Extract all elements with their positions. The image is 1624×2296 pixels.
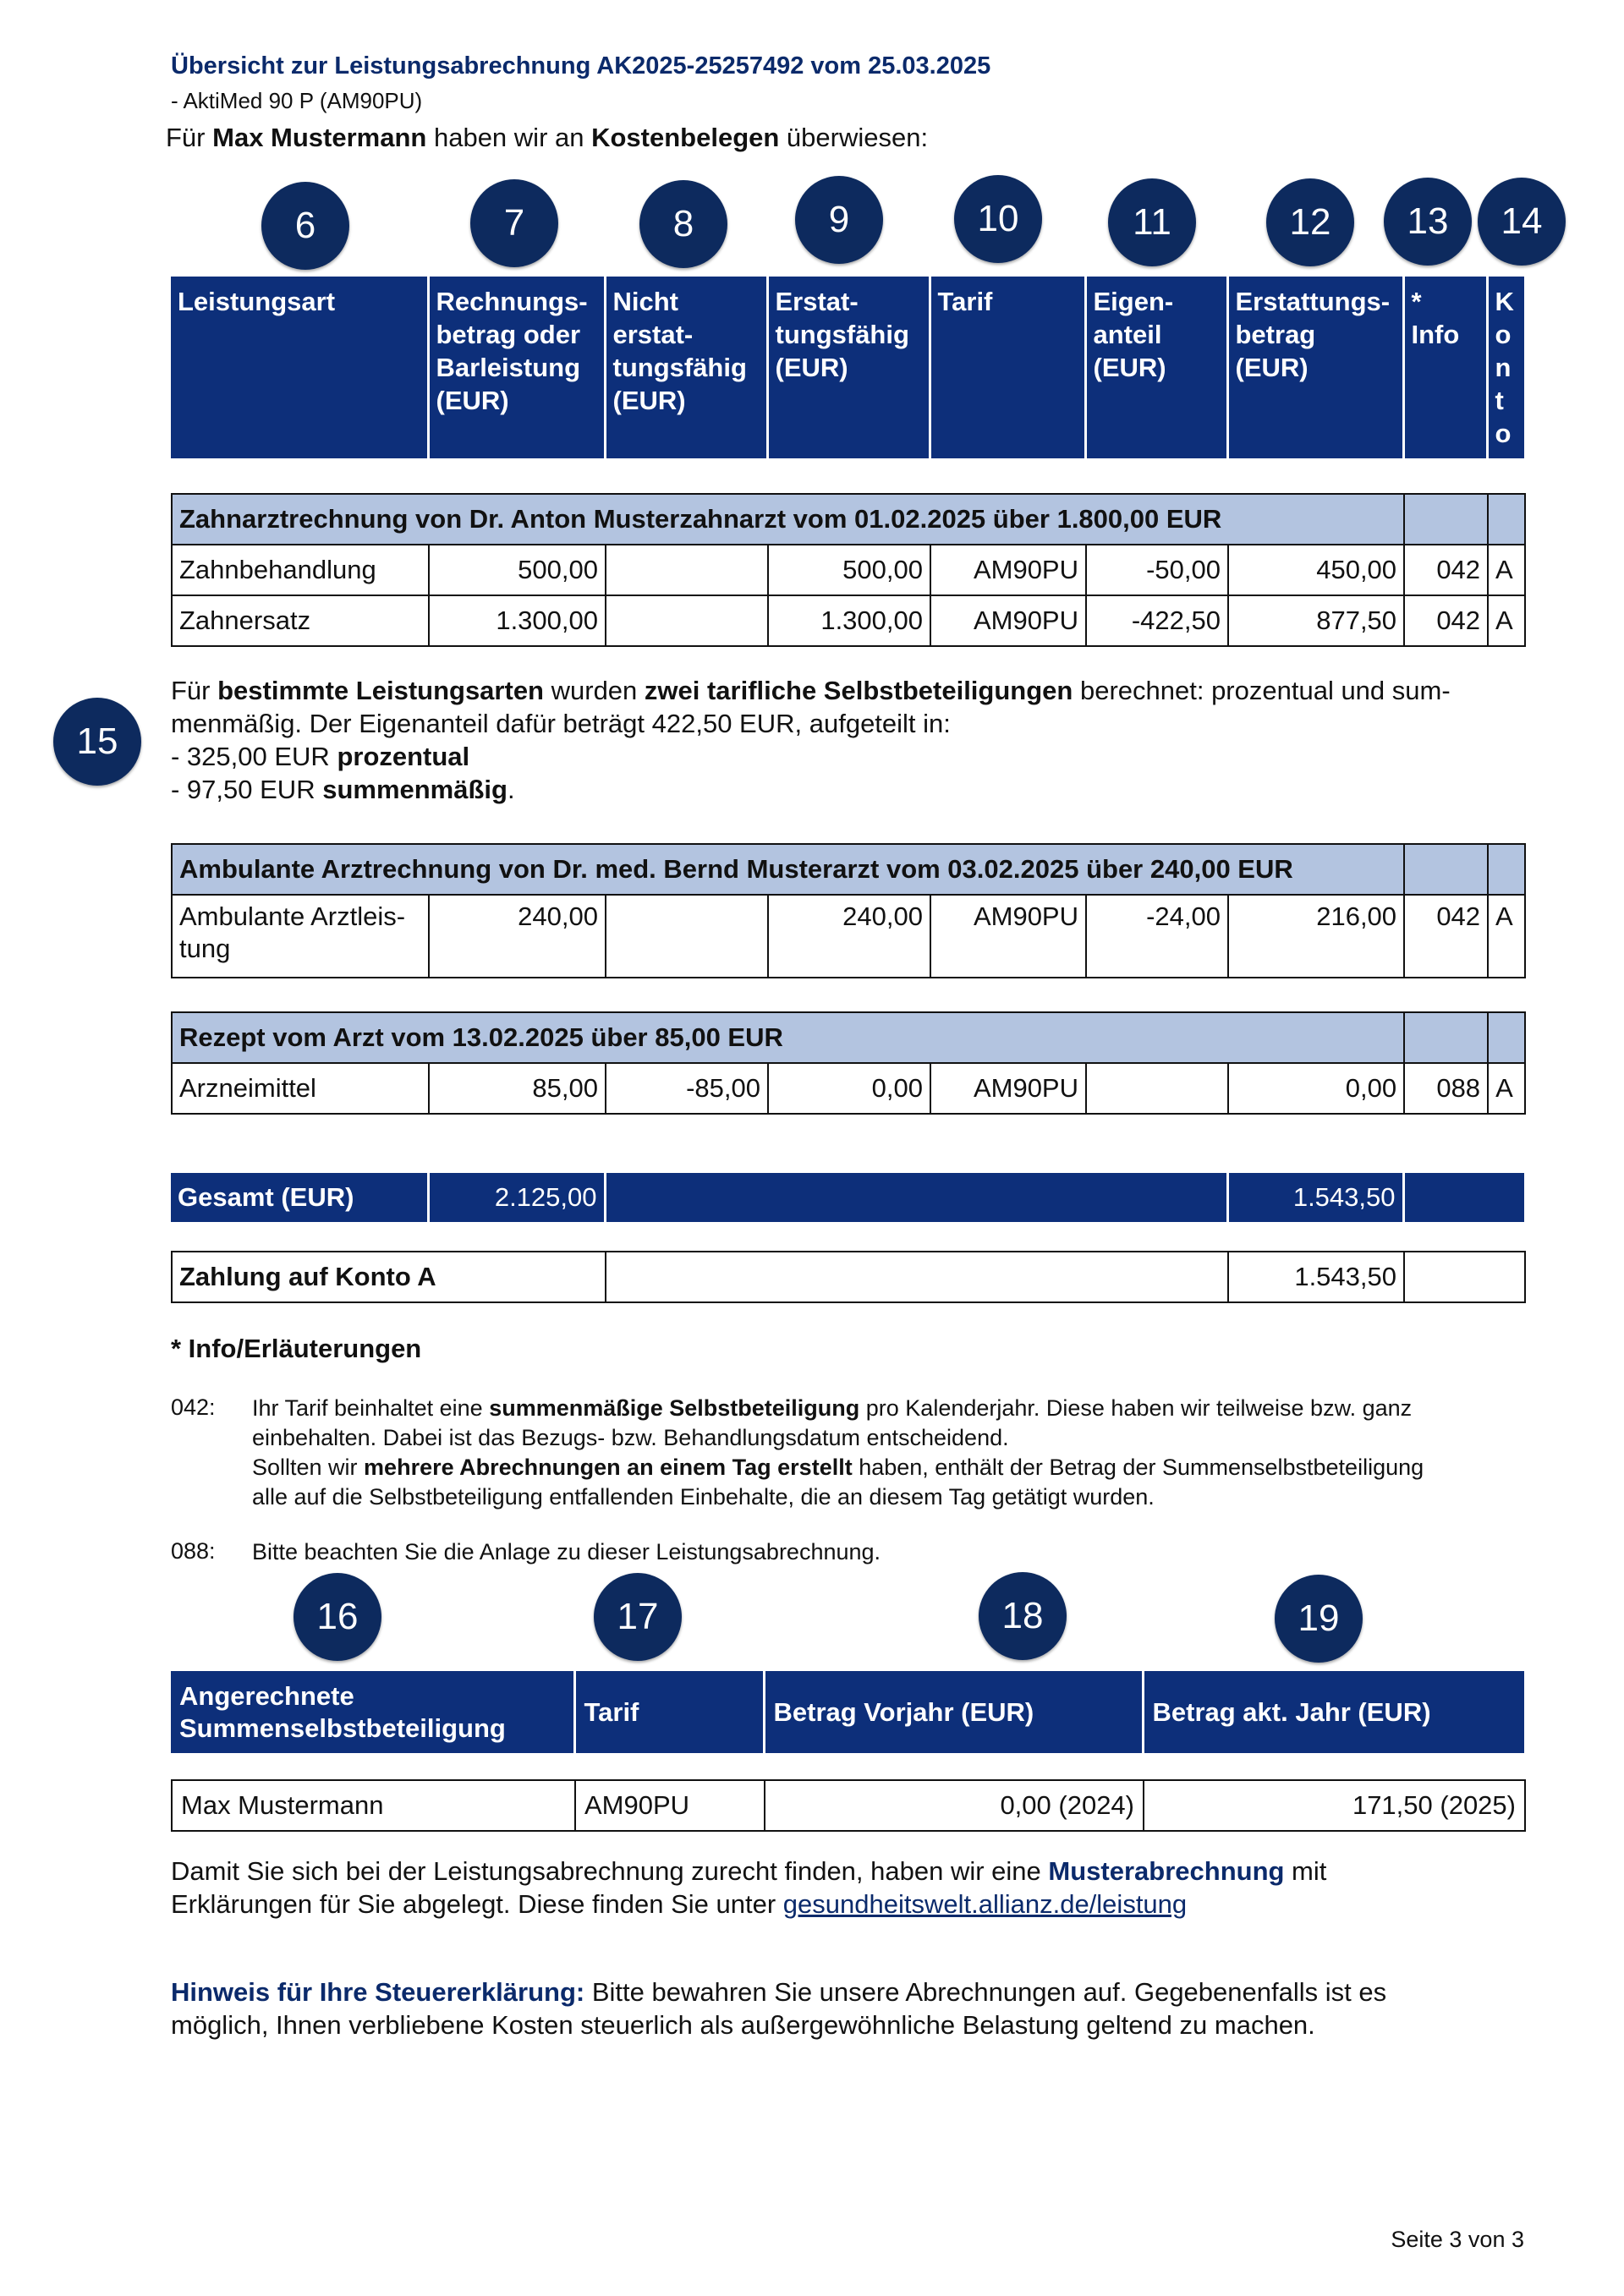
summary-tarif: AM90PU [575,1780,765,1831]
info-code-088: 088: [171,1538,216,1564]
table-row: Arzneimittel 85,00 -85,00 0,00 AM90PU 0,00 088 A [172,1063,1525,1114]
col-erstattungsfaehig: Erstat- tungsfähig (EUR) [767,277,930,458]
info-text-042: Ihr Tarif beinhaltet eine summenmäßige Selbstbeteiligung pro Kalenderjahr. Diese haben wir teilweise bzw. ganz einbehalten. Dabei ist das Bezugs- bzw. Behandlungsdatum entscheidend. Sollten wir mehrere Abrechnungen an einem Tag erstellt haben, enthält der Betrag der Summenselbstbeteiligung alle auf die Selbstbeteiligung entfallenden Einbehalte, die an diesem Tag getätigt wurden. [252,1395,1424,1510]
payment-label: Zahlung auf Konto A [172,1252,606,1302]
totals-label: Gesamt (EUR) [171,1173,428,1222]
callout-badge-10: 10 [954,175,1042,263]
section-title: Ambulante Arztrechnung von Dr. med. Bernd Musterarzt vom 03.02.2025 über 240,00 EUR [172,844,1404,895]
totals-betrag: 2.125,00 [428,1173,605,1222]
tax-hint-label: Hinweis für Ihre Steuererklärung: [171,1977,585,2007]
callout-badge-9: 9 [795,176,883,264]
leistung-link[interactable]: gesundheitswelt.allianz.de/leistung [782,1889,1188,1919]
summary-col-tarif: Tarif [574,1671,764,1753]
selbstbeteiligung-note: Für bestimmte Leistungsarten wurden zwei tarifliche Selbstbeteiligungen berechnet: prozentual und sum- menmäßig. Der Eigenanteil dafür beträgt 422,50 EUR, aufgeteilt in: - 325,00 EUR prozentual - 97,50 EUR summenmäßig. [171,676,1451,804]
summary-header-table [171,1671,1524,1753]
section-ambulant [171,843,1526,978]
tax-hint: Hinweis für Ihre Steuererklärung: Bitte bewahren Sie unsere Abrechnungen auf. Gegebenenfalls ist es möglich, Ihnen verbliebene Kosten steuerlich als außergewöhnliche Belastung geltend zu machen. [171,1977,1387,2040]
totals-erstattung: 1.543,50 [1227,1173,1403,1222]
payment-amount: 1.543,50 [1228,1252,1404,1302]
col-rechnungsbetrag: Rechnungs- betrag oder Barleistung (EUR) [428,277,605,458]
summary-name: Max Mustermann [172,1780,575,1831]
col-konto: K o n t o [1487,277,1524,458]
section-zahnarzt [171,493,1526,647]
callout-badge-7: 7 [470,179,558,267]
table-row: Zahnersatz 1.300,00 1.300,00 AM90PU -422,50 877,50 042 A [172,595,1525,646]
info-text-088: Bitte beachten Sie die Anlage zu dieser Leistungsabrechnung. [252,1539,881,1564]
callout-badge-6: 6 [261,182,349,270]
callout-badge-18: 18 [979,1572,1067,1660]
callout-badge-13: 13 [1384,178,1472,266]
table-row: Zahnbehandlung 500,00 500,00 AM90PU -50,00 450,00 042 A [172,545,1525,595]
column-header-table [171,277,1524,458]
col-tarif: Tarif [930,277,1085,458]
summary-aktjahr: 171,50 (2025) [1144,1780,1525,1831]
tariff-subtitle: - AktiMed 90 P (AM90PU) [171,88,423,113]
summary-col-summenselbstbeteiligung: Angerechnete Summenselbstbeteiligung [171,1671,574,1753]
insured-name: Max Mustermann [212,123,427,152]
info-code-042: 042: [171,1395,216,1420]
summary-col-vorjahr: Betrag Vorjahr (EUR) [764,1671,1143,1753]
totals-row [171,1173,1524,1222]
callout-badge-12: 12 [1266,178,1354,266]
callout-badge-19: 19 [1275,1575,1363,1663]
section-title: Rezept vom Arzt vom 13.02.2025 über 85,00 EUR [172,1012,1404,1063]
info-heading: * Info/Erläuterungen [171,1334,422,1363]
closing-note: Damit Sie sich bei der Leistungsabrechnung zurecht finden, haben wir eine Musterabrechnung mit Erklärungen für Sie abgelegt. Diese finden Sie unter gesundheitswelt.allianz.de/leistung [171,1856,1327,1919]
callout-badge-14: 14 [1478,178,1566,266]
callout-badge-17: 17 [594,1573,682,1661]
summary-row [171,1779,1526,1832]
document-title: Übersicht zur Leistungsabrechnung AK2025-25257492 vom 25.03.2025 [171,52,991,79]
page-number: Seite 3 von 3 [1391,2227,1524,2252]
col-erstattungsbetrag: Erstattungs- betrag (EUR) [1227,277,1403,458]
callout-badge-15: 15 [53,698,141,786]
section-rezept [171,1011,1526,1115]
col-leistungsart: Leistungsart [171,277,428,458]
section-title: Zahnarztrechnung von Dr. Anton Musterzahnarzt vom 01.02.2025 über 1.800,00 EUR [172,494,1404,545]
summary-vorjahr: 0,00 (2024) [765,1780,1144,1831]
col-info: * Info [1403,277,1487,458]
callout-badge-16: 16 [294,1573,381,1661]
col-eigenanteil: Eigen- anteil (EUR) [1085,277,1227,458]
callout-badge-8: 8 [639,180,727,268]
intro-line: Für Max Mustermann haben wir an Kostenbelegen überwiesen: [166,123,929,152]
callout-badge-11: 11 [1108,178,1196,266]
table-row: Ambulante Arztleis- tung 240,00 240,00 AM90PU -24,00 216,00 042 A [172,895,1525,978]
payment-row [171,1251,1526,1303]
summary-col-aktjahr: Betrag akt. Jahr (EUR) [1143,1671,1524,1753]
col-nicht-erstattungsfaehig: Nicht erstat- tungsfähig (EUR) [605,277,767,458]
